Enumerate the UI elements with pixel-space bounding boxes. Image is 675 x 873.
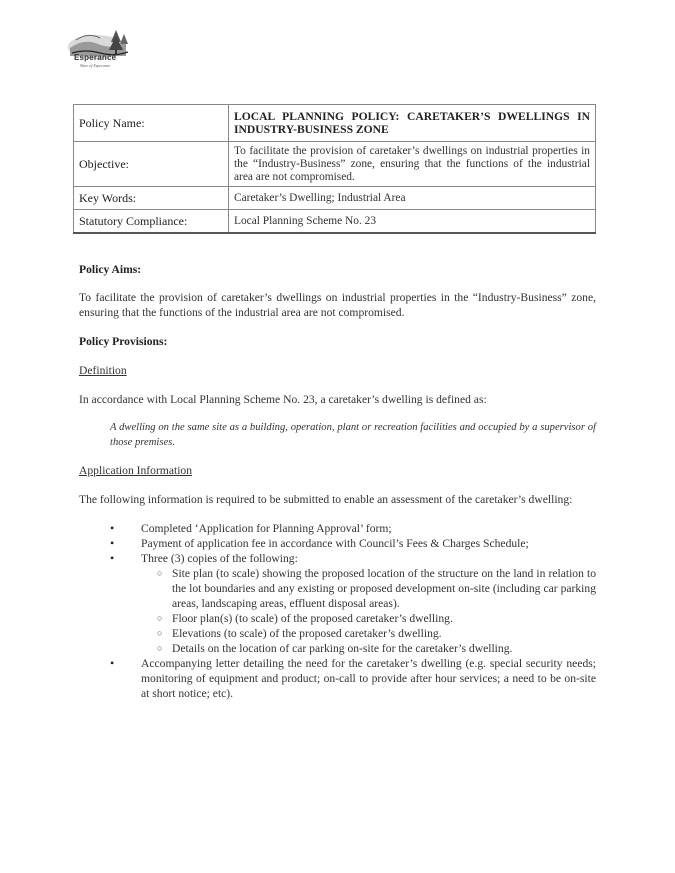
definition-intro: In accordance with Local Planning Scheme No. 23, a caretaker’s dwelling is defined as: xyxy=(79,393,487,406)
list-item xyxy=(79,551,596,656)
definition-quote: A dwelling on the same site as a building, operation, plant or recreation facilities and occupied by a supervisor of those premises. xyxy=(110,422,596,448)
objective-value: To facilitate the provision of caretaker’s dwellings on industrial properties in the “Industry-Business” zone, ensuring that the functions of the industrial area are not compromised. xyxy=(229,142,596,187)
row-label: Statutory Compliance: xyxy=(74,210,229,234)
list-item: • Accompanying letter detailing the need for the caretaker’s dwelling (e.g. special security needs; monitoring of equipment and product; on-call to provide after hour services; a need to be on-site at short notice; etc). xyxy=(79,656,596,701)
policy-body xyxy=(79,262,596,701)
application-intro: The following information is required to be submitted to enable an assessment of the caretaker’s dwelling: xyxy=(79,493,573,506)
policy-name-value: LOCAL PLANNING POLICY: CARETAKER’S DWELLINGS IN INDUSTRY-BUSINESS ZONE xyxy=(229,105,596,142)
aims-heading: Policy Aims: xyxy=(79,263,142,276)
provisions-heading: Policy Provisions: xyxy=(79,335,168,348)
definition-heading: Definition xyxy=(79,364,127,377)
shire-logo xyxy=(66,26,132,72)
requirements-list xyxy=(79,521,596,701)
row-label: Key Words: xyxy=(74,187,229,210)
list-item: • Completed ‘Application for Planning Approval’ form; xyxy=(79,521,596,536)
list-item-text: Three (3) copies of the following: xyxy=(141,552,298,565)
statutory-compliance-value: Local Planning Scheme No. 23 xyxy=(229,210,596,234)
aims-text: To facilitate the provision of caretaker’s dwellings on industrial properties in the “Industry-Business” zone, ensuring that the functions of the industrial area are not compromised. xyxy=(79,291,596,319)
key-words-value: Caretaker’s Dwelling; Industrial Area xyxy=(229,187,596,210)
list-item: • Payment of application fee in accordance with Council’s Fees & Charges Schedule; xyxy=(79,536,596,551)
application-heading: Application Information xyxy=(79,464,193,477)
table-row xyxy=(74,187,596,210)
row-label: Policy Name: xyxy=(74,105,229,142)
policy-summary-table xyxy=(73,104,596,234)
table-row xyxy=(74,105,596,142)
row-label: Objective: xyxy=(74,142,229,187)
logo-name: Esperance xyxy=(74,53,117,62)
logo-tagline: Shire of Esperance xyxy=(80,63,111,68)
sub-list-item: ○ Site plan (to scale) showing the proposed location of the structure on the land in relation to the lot boundaries and any existing or proposed development on-site (including car parking areas, landscaping areas, effluent disposal areas). xyxy=(141,566,596,611)
sub-list-item: ○ Elevations (to scale) of the proposed caretaker’s dwelling. xyxy=(141,626,596,641)
table-row xyxy=(74,210,596,234)
sub-list-item: ○ Floor plan(s) (to scale) of the proposed caretaker’s dwelling. xyxy=(141,611,596,626)
sub-list-item: ○ Details on the location of car parking on-site for the caretaker’s dwelling. xyxy=(141,641,596,656)
copies-sublist xyxy=(141,566,596,656)
table-row xyxy=(74,142,596,187)
